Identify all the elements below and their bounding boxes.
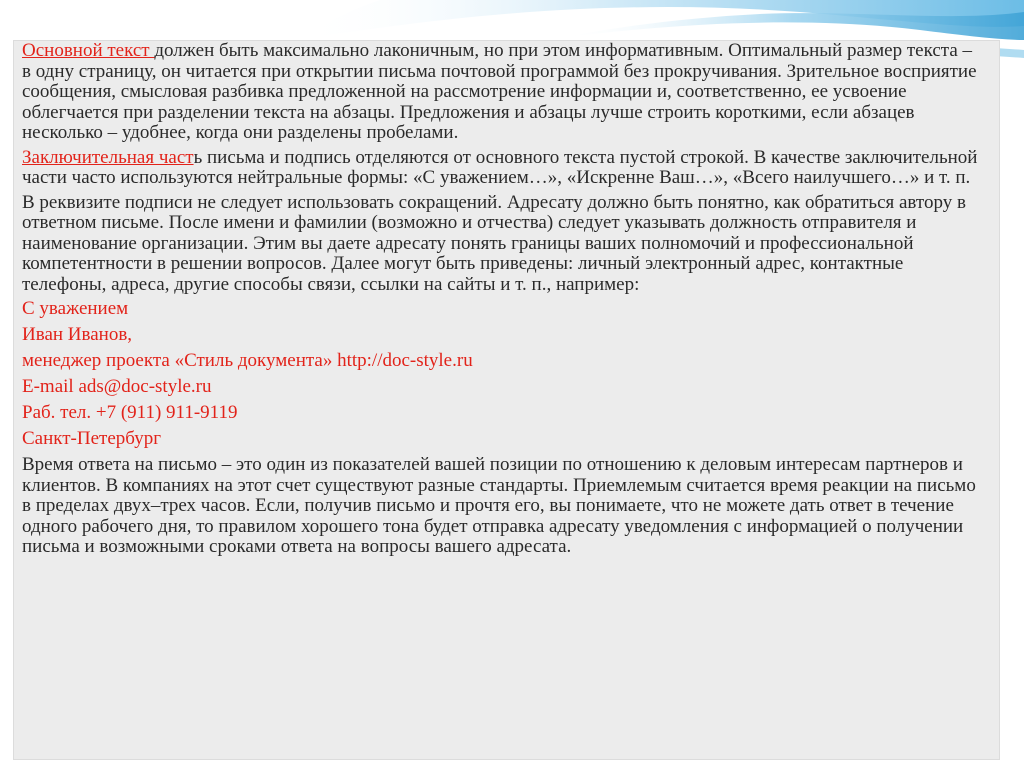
paragraph-closing-body: ь письма и подпись отделяются от основного текста пустой строкой. В качестве заключительной части часто используются нейтральные формы: «С уважением…», «Искренне Ваш…», «Всего наилучшего…» и т. п.: [22, 146, 978, 188]
signature-email: E-mail ads@doc-style.ru: [22, 376, 212, 397]
paragraph-closing: [22, 148, 982, 189]
term-main-text: Основной текст: [22, 40, 155, 61]
signature-phone: Раб. тел. +7 (911) 911-9119: [22, 402, 238, 423]
signature-city: Санкт-Петербург: [22, 428, 162, 449]
paragraph-response-time: Время ответа на письмо – это один из показателей вашей позиции по отношению к деловым интересам партнеров и клиентов. В компаниях на этот счет существуют разные стандарты. Приемлемым считается время реакции на письмо в пределах двух–трех часов. Если, получив письмо и прочтя его, вы понимаете, что не можете дать ответ в течение одного рабочего дня, то правилом хорошего тона будет отправка адресату уведомления с информацией о получении письма и возможными сроками ответа на вопросы вашего адресата.: [22, 454, 976, 557]
signature-position: менеджер проекта «Стиль документа» http://doc-style.ru: [22, 350, 473, 371]
signature-example: [22, 299, 982, 449]
signature-greeting: С уважением: [22, 298, 129, 319]
paragraph-main-text-body: должен быть максимально лаконичным, но при этом информативным. Оптимальный размер текста – в одну страницу, он читается при открытии письма почтовой программой без прокручивания. Зрительное восприятие сообщения, смысловая разбивка предложенной на рассмотрение информации и, соответственно, ее усвоение облегчается при разделении текста на абзацы. Предложения и абзацы лучше строить короткими, если абзацев несколько – удобнее, когда они разделены пробелами.: [22, 40, 977, 143]
paragraph-main-text: [22, 41, 982, 144]
document-body: [22, 41, 982, 562]
signature-name: Иван Иванов,: [22, 324, 133, 345]
term-closing-part: Заключительная част: [22, 146, 194, 168]
paragraph-signature-rules: В реквизите подписи не следует использовать сокращений. Адресату должно быть понятно, как обратиться автору в ответном письме. После имени и фамилии (возможно и отчества) следует указывать должность отправителя и наименование организации. Этим вы даете адресату понять границы ваших полномочий и профессиональной компетентности в решении вопросов. Далее могут быть приведены: личный электронный адрес, контактные телефоны, адреса, другие способы связи, ссылки на сайты и т. п., например:: [22, 191, 966, 295]
